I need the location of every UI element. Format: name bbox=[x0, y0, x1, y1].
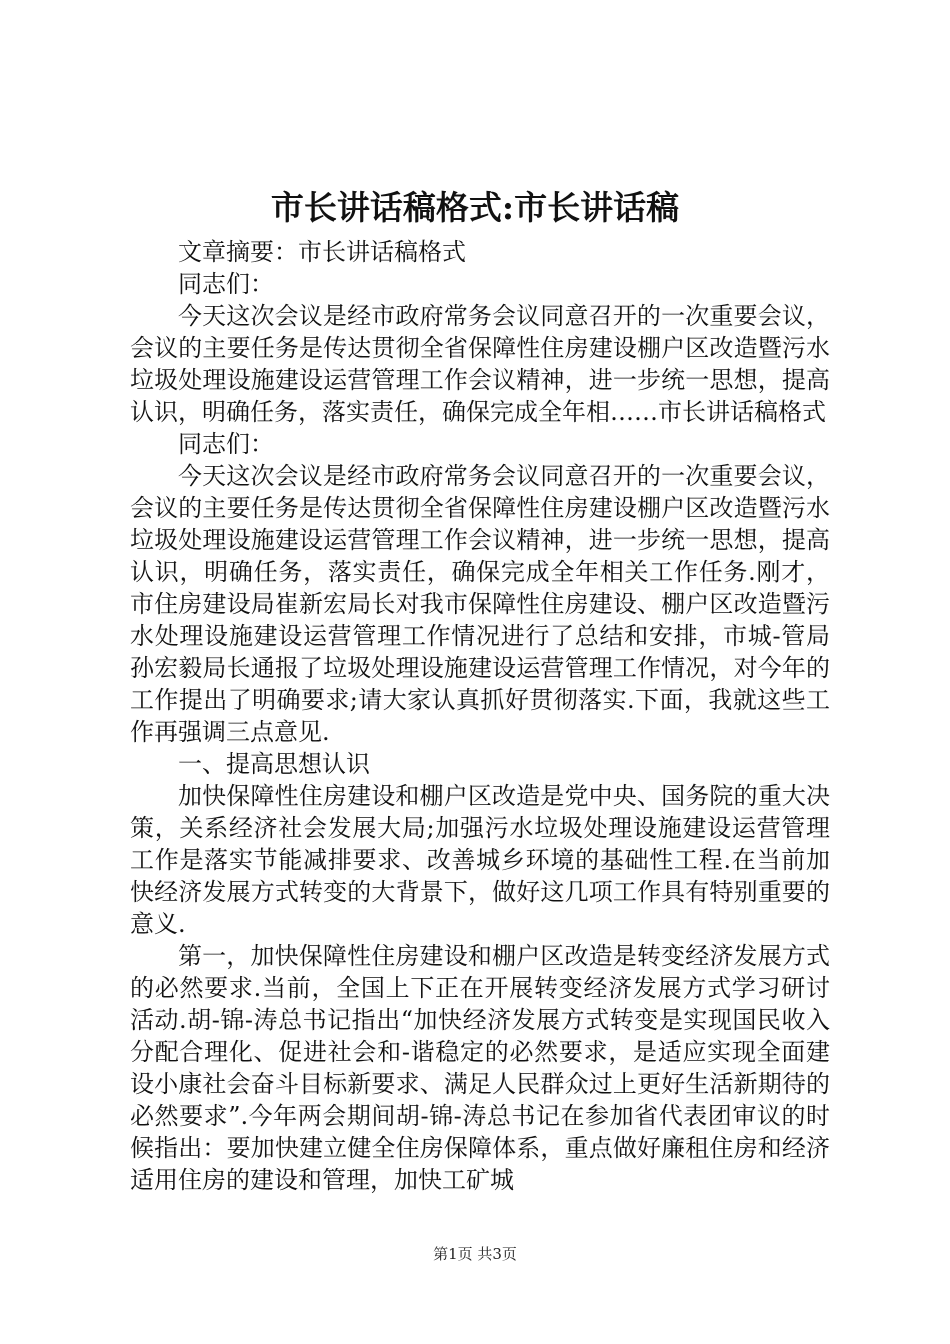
body-paragraph: 今天这次会议是经市政府常务会议同意召开的一次重要会议，会议的主要任务是传达贯彻全省保障性住房建设棚户区改造暨污水垃圾处理设施建设运营管理工作会议精神，进一步统一思想，提高认识，明确任务，落实责任，确保完成全年相……市长讲话稿格式 bbox=[130, 302, 830, 426]
summary-paragraph: 文章摘要：市长讲话稿格式 bbox=[178, 238, 466, 266]
salutation: 同志们： bbox=[178, 430, 274, 458]
body-paragraph: 第一，加快保障性住房建设和棚户区改造是转变经济发展方式的必然要求.当前，全国上下正在开展转变经济发展方式学习研讨活动.胡-锦-涛总书记指出“加快经济发展方式转变是实现国民收入分配合理化、促进社会和-谐稳定的必然要求，是适应实现全面建设小康社会奋斗目标新要求、满足人民群众过上更好生活新期待的必然要求”.今年两会期间胡-锦-涛总书记在参加省代表团审议的时候指出：要加快建立健全住房保障体系，重点做好廉租住房和经济适用住房的建设和管理，加快工矿城 bbox=[130, 942, 830, 1194]
body-paragraph: 今天这次会议是经市政府常务会议同意召开的一次重要会议，会议的主要任务是传达贯彻全省保障性住房建设棚户区改造暨污水垃圾处理设施建设运营管理工作会议精神，进一步统一思想，提高认识，明确任务，落实责任，确保完成全年相关工作任务.刚才，市住房建设局崔新宏局长对我市保障性住房建设、棚户区改造暨污水处理设施建设运营管理工作情况进行了总结和安排，市城-管局孙宏毅局长通报了垃圾处理设施建设运营管理工作情况，对今年的工作提出了明确要求;请大家认真抓好贯彻落实.下面，我就这些工作再强调三点意见. bbox=[130, 462, 830, 746]
document-body bbox=[130, 236, 830, 1196]
body-paragraph: 加快保障性住房建设和棚户区改造是党中央、国务院的重大决策，关系经济社会发展大局;加强污水垃圾处理设施建设运营管理工作是落实节能减排要求、改善城乡环境的基础性工程.在当前加快经济发展方式转变的大背景下，做好这几项工作具有特别重要的意义. bbox=[130, 782, 830, 938]
page-number-footer: 第1页 共3页 bbox=[433, 1245, 517, 1263]
document-title: 市长讲话稿格式:市长讲话稿 bbox=[270, 188, 680, 227]
section-heading: 一、提高思想认识 bbox=[178, 750, 370, 778]
salutation: 同志们： bbox=[178, 270, 274, 298]
